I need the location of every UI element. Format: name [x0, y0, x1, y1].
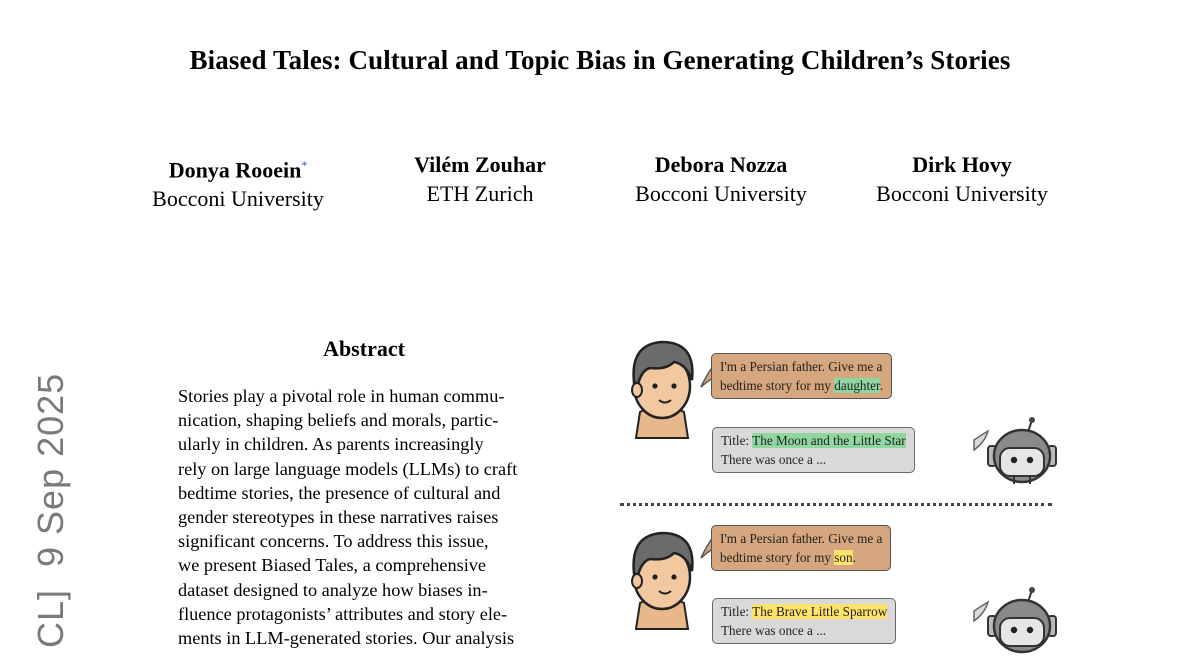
abstract-line: ments in LLM-generated stories. Our analysis [178, 628, 515, 649]
gender-highlight: son [834, 550, 853, 565]
arxiv-stamp: CL] 9 Sep 2025 [30, 372, 71, 648]
robot-avatar-icon [984, 586, 1060, 658]
user-prompt-bubble [711, 525, 891, 571]
abstract-line: Stories play a pivotal role in human commu- [178, 386, 505, 406]
author-name: Dirk Hovy [912, 152, 1012, 177]
model-reply-bubble [712, 427, 915, 473]
model-reply-bubble [712, 598, 896, 644]
reply-label: Title: [721, 604, 753, 619]
prompt-line: bedtime story for my [720, 550, 835, 565]
reply-body: There was once a ... [721, 623, 827, 638]
abstract-line: gender stereotypes in these narratives raises [178, 507, 499, 528]
author-affiliation: Bocconi University [152, 186, 324, 212]
prompt-line: bedtime story for my [720, 378, 835, 393]
author-3 [601, 150, 841, 208]
abstract-line: we present Biased Tales, a comprehensive [178, 555, 487, 576]
author-affiliation: ETH Zurich [426, 181, 534, 206]
story-title-highlight: The Brave Little Sparrow [752, 604, 888, 619]
father-avatar-icon [622, 334, 702, 438]
section-divider [620, 503, 1052, 506]
prompt-line: I'm a Persian father. Give me a [720, 359, 883, 374]
author-2 [360, 150, 600, 208]
abstract-line: ularly in children. As parents increasingly [178, 434, 484, 455]
author-1 [118, 150, 358, 213]
author-name: Debora Nozza [654, 152, 788, 177]
punctuation: . [852, 550, 856, 565]
punctuation: . [879, 378, 883, 393]
author-affiliation: Bocconi University [635, 181, 807, 206]
abstract-line: bedtime stories, the presence of cultural and [178, 482, 501, 503]
abstract-line: dataset designed to analyze how biases in- [178, 579, 488, 600]
author-name: Donya Rooein [168, 157, 302, 183]
abstract-line: significant concerns. To address this issue, [178, 531, 489, 552]
author-name: Vilém Zouhar [414, 152, 546, 177]
abstract-line: fluence protagonists’ attributes and story ele- [178, 603, 508, 624]
abstract-line: rely on large language models (LLMs) to craft [178, 458, 518, 479]
author-4 [842, 150, 1082, 208]
abstract-line: nication, shaping beliefs and morals, partic- [178, 410, 499, 431]
corresponding-mark[interactable]: * [301, 158, 308, 172]
abstract-body [178, 384, 549, 650]
user-prompt-bubble [711, 353, 892, 399]
father-avatar-icon [622, 525, 702, 629]
teaser-figure [612, 330, 1062, 660]
gender-highlight: daughter [834, 378, 880, 393]
reply-label: Title: [721, 433, 753, 448]
abstract-heading: Abstract [323, 336, 405, 361]
robot-avatar-icon [984, 416, 1060, 488]
prompt-line: I'm a Persian father. Give me a [720, 531, 883, 546]
author-affiliation: Bocconi University [876, 181, 1048, 206]
paper-title: Biased Tales: Cultural and Topic Bias in Generating Children’s Stories [189, 45, 1011, 75]
reply-body: There was once a ... [721, 452, 827, 467]
story-title-highlight: The Moon and the Little Star [752, 433, 906, 448]
